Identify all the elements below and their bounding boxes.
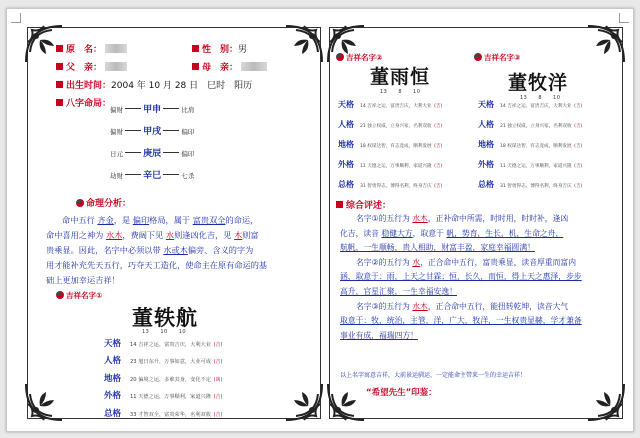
ornament-corner [22, 380, 66, 424]
leader-line [125, 108, 141, 109]
bazi-row-month [110, 124, 194, 137]
bullet-square-icon [56, 81, 63, 88]
birth-value: 2004 年 10 月 28 日 巳时 阳历 [111, 81, 253, 91]
grid-tag: (吉) [434, 184, 443, 189]
review-line: 航帆，一生顺畅，贵人相助，财富丰盈，家庭幸福圆满！ [340, 243, 535, 253]
name2-characters: 董雨恒 [370, 66, 431, 88]
grid-tag: (吉) [213, 411, 223, 418]
leader-line [125, 152, 141, 153]
text: 名字②的五行为 [356, 257, 410, 267]
birth-label: 出生时间： [66, 81, 112, 91]
grid-row [104, 371, 223, 388]
ornament-corner [584, 380, 628, 424]
grid-row [338, 96, 442, 116]
ornament-corner [324, 380, 368, 424]
text: 化吉，读音 [340, 228, 379, 238]
grid-label: 人格 [338, 120, 354, 129]
review-line [340, 212, 618, 227]
text: 命中五行 [62, 215, 95, 225]
grid-desc: 11 天德之运，万事顺利，家道兴隆 [360, 164, 432, 169]
footer-note: 以上名字寓意吉祥，大前景运驯运，一定能命主带来一生的幸运吉祥！ [340, 372, 527, 379]
ornament-corner [282, 380, 326, 424]
grid-desc: 31 智勇得志，博得名利，终身吉庆 [360, 184, 432, 189]
bazi-row-hour [110, 168, 194, 181]
redacted-father [105, 62, 127, 71]
leader-line [125, 174, 141, 175]
analysis-line: 用才能补充先天五行，巧夺天工造化，使命主在原有命运的基 [46, 260, 268, 270]
grid-desc: 33 才智双全，富贵荣华，名利双收 [130, 411, 211, 418]
left-panel [27, 27, 321, 419]
gender-label: 性 别： [202, 45, 239, 55]
review-line: 涵，取意于：雨，上天之甘霖；恒，长久，而恒，得上天之惠泽，步步 [340, 272, 582, 282]
analysis-line [46, 228, 308, 243]
grid-label: 外格 [104, 391, 122, 402]
grid-row [338, 136, 442, 156]
grid-row [338, 116, 442, 136]
grid-tag: (吉) [213, 394, 223, 401]
mother-label: 母 亲： [202, 63, 239, 73]
leader-line [163, 152, 179, 153]
bazi-tail: 偏印 [181, 128, 195, 136]
name3-heading [474, 52, 520, 63]
grid-label: 地格 [478, 140, 494, 149]
grid-desc: 21 独立权威，立身兴家，名利双收 [500, 124, 572, 129]
review-heading [336, 198, 391, 211]
bazi-role: 偏财 [110, 128, 123, 136]
review-line: 高升，官星汇聚，一生幸福安逸！ [340, 286, 457, 296]
name2-heading-text: 吉祥名字② [346, 53, 383, 62]
text: ，取意于 [412, 228, 444, 238]
grid-row [104, 406, 223, 423]
review-line [340, 227, 618, 242]
bazi-row-year [110, 102, 194, 115]
bullet-square-icon [56, 99, 63, 106]
gender-row [192, 42, 247, 55]
bullet-square-icon [192, 45, 199, 52]
bullet-square-icon [192, 63, 199, 70]
fill-text: 水 [165, 230, 175, 240]
fill-text: 水木 [105, 230, 123, 240]
analysis-heading [76, 196, 131, 209]
grid-row [478, 156, 582, 176]
review-line: 取意于：牧，统治，主管，洋，广大，牧洋，一生权贵显赫，学才兼备 [340, 316, 582, 326]
leader-line [163, 130, 179, 131]
name2-grids [338, 96, 442, 196]
grid-label: 外格 [478, 160, 494, 169]
grid-label: 天格 [478, 100, 494, 109]
grid-label: 人格 [104, 356, 122, 367]
grid-tag: (吉) [574, 184, 583, 189]
bazi-role: 劫财 [110, 172, 123, 180]
bazi-label: 八字命局： [66, 99, 112, 109]
fill-text: 齐金 [97, 215, 114, 225]
fill-text: 水木 [412, 301, 428, 311]
bazi-pillar: 庚辰 [143, 149, 162, 159]
grid-row [478, 176, 582, 196]
text: ，正合命中五行，能扭转乾坤，读音大气 [427, 301, 569, 311]
text: 格局，属于 [149, 215, 191, 225]
name1-heading-text: 吉祥名字① [66, 291, 103, 300]
bazi-pillar: 辛巳 [143, 171, 162, 181]
name1-characters: 董轶航 [132, 305, 198, 330]
bazi-tail: 比肩 [181, 106, 195, 114]
grid-tag: (吉) [434, 164, 443, 169]
review-paragraph [340, 212, 618, 343]
text: ，正补命中所需，时时用，时时补，逢凶 [427, 214, 569, 223]
bazi-tail: 七杀 [181, 172, 195, 180]
grid-row [478, 136, 582, 156]
text: 偏旁、含义的字为 [187, 245, 254, 255]
bullet-square-icon [56, 45, 63, 52]
grid-label: 总格 [338, 180, 354, 189]
fill-text: 木 [234, 230, 243, 240]
analysis-paragraph [46, 213, 308, 288]
grid-desc: 23 旭日东升，万事如意，大业可成 [130, 359, 211, 366]
text: 名字①的五行为 [356, 214, 410, 223]
grid-label: 地格 [338, 140, 354, 149]
fill-text: 富贵双全 [192, 215, 226, 225]
leader-line [163, 174, 179, 175]
bazi-role: 偏财 [110, 106, 123, 114]
analysis-line: 础上更加幸运吉祥！ [46, 275, 120, 285]
text: 贵乘显。因此，名字中必须以带 [46, 245, 161, 255]
grid-tag: (吉) [434, 104, 443, 109]
name3-grids [478, 96, 582, 196]
redacted-mother [241, 62, 267, 71]
fill-text: 水木 [412, 214, 428, 223]
redacted-name [105, 44, 127, 53]
leader-line [125, 130, 141, 131]
grid-row [104, 336, 223, 353]
name1-grids [104, 336, 223, 423]
grid-label: 总格 [104, 408, 122, 419]
bazi-role: 日元 [110, 150, 123, 158]
text: ，正合命中五行，富贵乘显，读音厚重而富内 [420, 257, 576, 267]
grid-tag: (吉) [213, 359, 223, 366]
grid-desc: 11 天德之运，万事顺利，家道兴隆 [130, 394, 211, 401]
fill-text: 偏印 [132, 215, 150, 225]
grid-desc: 18 权谋达智，有志竟成，顺利发展 [500, 144, 572, 149]
birth-row [56, 78, 252, 91]
text: 则逢凶化吉，见 [174, 230, 232, 240]
name1-stroke-counts: 13 10 10 [142, 329, 187, 335]
grid-desc: 21 独立权威，立身兴家，名利双收 [360, 124, 432, 129]
fill-text: 稳健大方 [381, 228, 413, 238]
fill-text: 水或木 [163, 245, 188, 255]
grid-tag: (凶) [213, 376, 223, 383]
grid-tag: (吉) [574, 144, 583, 149]
text: 命中喜用之神为 [46, 230, 104, 240]
grid-desc: 20 偏境之运，多难其身，变化不定 [130, 376, 211, 383]
bazi-row-day [110, 146, 194, 159]
ornament-corner [282, 22, 326, 66]
name3-stroke-counts: 13 8 10 [520, 95, 561, 101]
review-heading-text: 综合评述： [346, 201, 392, 211]
grid-row [478, 116, 582, 136]
fill-text: 帆，势育，生长，机，生命之舟， [446, 228, 564, 238]
grid-desc: 18 权谋达智，有志竟成，顺利发展 [360, 144, 432, 149]
name-row [56, 42, 127, 55]
leader-line [163, 108, 179, 109]
grid-tag: (吉) [434, 144, 443, 149]
bazi-pillar: 甲申 [143, 105, 162, 115]
grid-desc: 14 吉祥之运，富贵吉庆，大利大业 [360, 104, 432, 109]
grid-tag: (吉) [574, 104, 583, 109]
bazi-pillar: 甲戌 [143, 127, 162, 137]
analysis-line [46, 243, 308, 258]
fill-text: 水 [412, 257, 421, 267]
mother-row [192, 60, 267, 73]
bazi-heading [56, 96, 111, 109]
name3-characters: 董牧洋 [508, 72, 569, 94]
text: ，是 [113, 215, 131, 225]
grid-tag: (吉) [574, 164, 583, 169]
grid-label: 天格 [104, 339, 122, 349]
grid-tag: (吉) [434, 124, 443, 129]
gender-value: 男 [238, 45, 248, 55]
grid-label: 总格 [478, 180, 494, 189]
name1-heading [56, 290, 102, 301]
text: 的命运， [225, 215, 259, 225]
analysis-line [46, 213, 308, 228]
ornament-corner [584, 22, 628, 66]
name3-heading-text: 吉祥名字③ [484, 53, 521, 62]
taiji-icon [76, 199, 84, 207]
bullet-square-icon [336, 201, 343, 208]
seal-label: “希望先生”印鉴： [366, 388, 437, 398]
grid-label: 人格 [478, 120, 494, 129]
review-line [340, 300, 618, 315]
taiji-icon [56, 291, 64, 299]
name2-stroke-counts: 13 8 10 [380, 89, 421, 95]
grid-desc: 14 吉祥之运，富贵吉庆，大利大业 [500, 104, 572, 109]
bazi-tail: 偏印 [181, 150, 195, 158]
crop-mark [11, 13, 21, 23]
father-label: 父 亲： [66, 63, 103, 73]
grid-desc: 14 吉祥之运，富贵吉庆，大利大业 [130, 342, 211, 348]
review-line: 事业有成，福瑞四方！ [340, 330, 418, 340]
taiji-icon [336, 53, 344, 61]
grid-row [338, 156, 442, 176]
grid-tag: (吉) [213, 342, 223, 348]
grid-desc: 11 天德之运，万事顺利，家道兴隆 [500, 164, 572, 169]
review-line [340, 256, 618, 271]
text: 则富 [242, 230, 259, 240]
grid-tag: (吉) [574, 124, 583, 129]
grid-row [478, 96, 582, 116]
grid-label: 天格 [338, 100, 354, 109]
document-page [6, 8, 634, 432]
father-row [56, 60, 127, 73]
analysis-heading-text: 命理分析： [86, 199, 132, 209]
grid-label: 地格 [104, 373, 122, 384]
grid-desc: 31 智勇得志，博得名利，终身吉庆 [500, 184, 572, 189]
text: ，费阔下见 [122, 230, 164, 240]
grid-row [104, 353, 223, 370]
grid-row [104, 388, 223, 405]
bullet-square-icon [56, 63, 63, 70]
taiji-icon [474, 53, 482, 61]
grid-row [338, 176, 442, 196]
right-panel [329, 27, 623, 419]
grid-label: 外格 [338, 160, 354, 169]
text: 名字③的五行为 [356, 301, 410, 311]
name-label: 原 名： [66, 45, 103, 55]
